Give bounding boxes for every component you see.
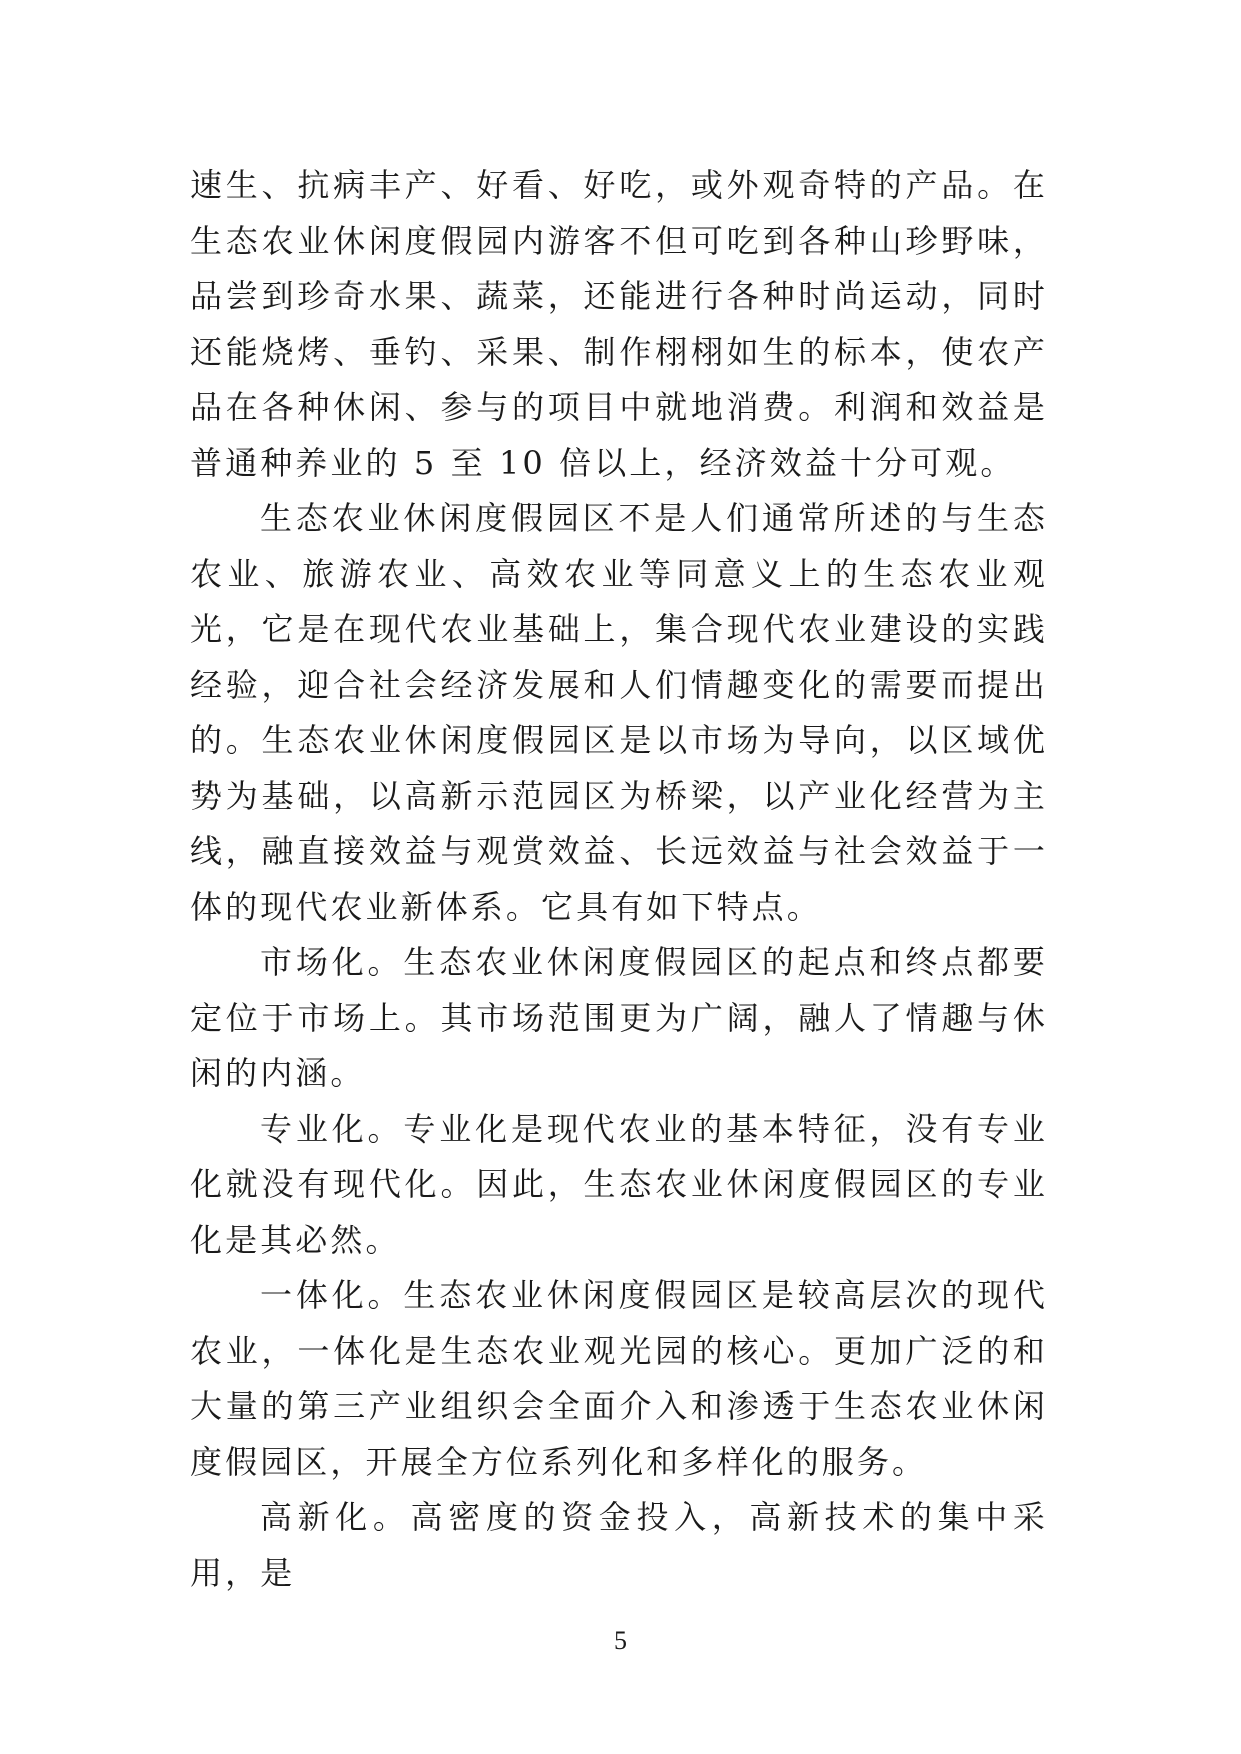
- paragraph-continuation: 速生、抗病丰产、好看、好吃，或外观奇特的产品。在生态农业休闲度假园内游客不但可吃到各种山珍野味，品尝到珍奇水果、蔬菜，还能进行各种时尚运动，同时还能烧烤、垂钓、采果、制作栩栩如生的标本，使农产品在各种休闲、参与的项目中就地消费。利润和效益是普通种养业的 5 至 10 倍以上，经济效益十分可观。: [190, 166, 1048, 482]
- paragraph-high-tech: 高新化。高密度的资金投入，高新技术的集中采用，是: [190, 1498, 1048, 1592]
- paragraph-specialization: 专业化。专业化是现代农业的基本特征，没有专业化就没有现代化。因此，生态农业休闲度假园区的专业化是其必然。: [190, 1109, 1048, 1259]
- page-number: 5: [614, 1626, 627, 1655]
- paragraph-integration: 一体化。生态农业休闲度假园区是较高层次的现代农业，一体化是生态农业观光园的核心。更加广泛的和大量的第三产业组织会全面介入和渗透于生态农业休闲度假园区，开展全方位系列化和多样化的服务。: [190, 1276, 1048, 1481]
- paragraph-marketization: 市场化。生态农业休闲度假园区的起点和终点都要定位于市场上。其市场范围更为广阔，融人了情趣与休闲的内涵。: [190, 943, 1048, 1092]
- paragraph-park-definition: 生态农业休闲度假园区不是人们通常所述的与生态农业、旅游农业、高效农业等同意义上的生态农业观光，它是在现代农业基础上，集合现代农业建设的实践经验，迎合社会经济发展和人们情趣变化的需要而提出的。生态农业休闲度假园区是以市场为导向，以区域优势为基础，以高新示范园区为桥梁，以产业化经营为主线，融直接效益与观赏效益、长远效益与社会效益于一体的现代农业新体系。它具有如下特点。: [190, 499, 1048, 926]
- body-text: [190, 158, 1048, 1601]
